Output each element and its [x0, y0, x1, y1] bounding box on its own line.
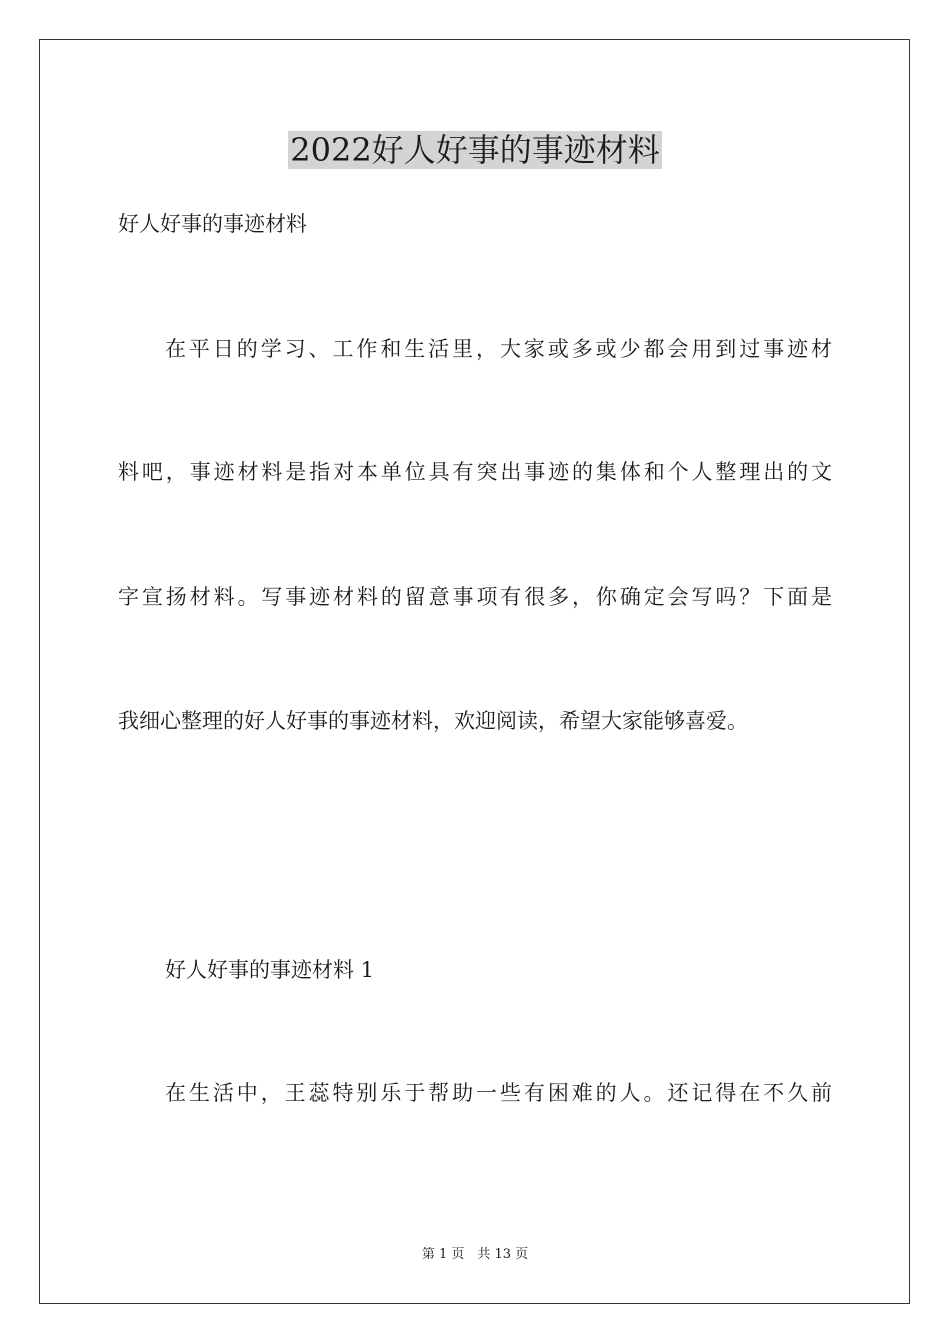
section-heading: 好人好事的事迹材料 1: [165, 958, 375, 982]
intro-line-4: 我细心整理的好人好事的事迹材料，欢迎阅读，希望大家能够喜爱。: [118, 709, 748, 733]
document-subtitle: 好人好事的事迹材料: [118, 212, 307, 236]
page-number-footer: 第 1 页 共 13 页: [421, 1247, 529, 1262]
intro-line-2: 料吧，事迹材料是指对本单位具有突出事迹的集体和个人整理出的文: [118, 460, 832, 484]
section-line-1: 在生活中，王蕊特别乐于帮助一些有困难的人。还记得在不久前: [165, 1081, 832, 1105]
document-title-text: 2022好人好事的事迹材料: [290, 131, 660, 169]
intro-line-3: 字宣扬材料。写事迹材料的留意事项有很多，你确定会写吗？下面是: [118, 585, 832, 609]
document-title: [0, 128, 950, 172]
intro-line-1: 在平日的学习、工作和生活里，大家或多或少都会用到过事迹材: [165, 337, 832, 361]
